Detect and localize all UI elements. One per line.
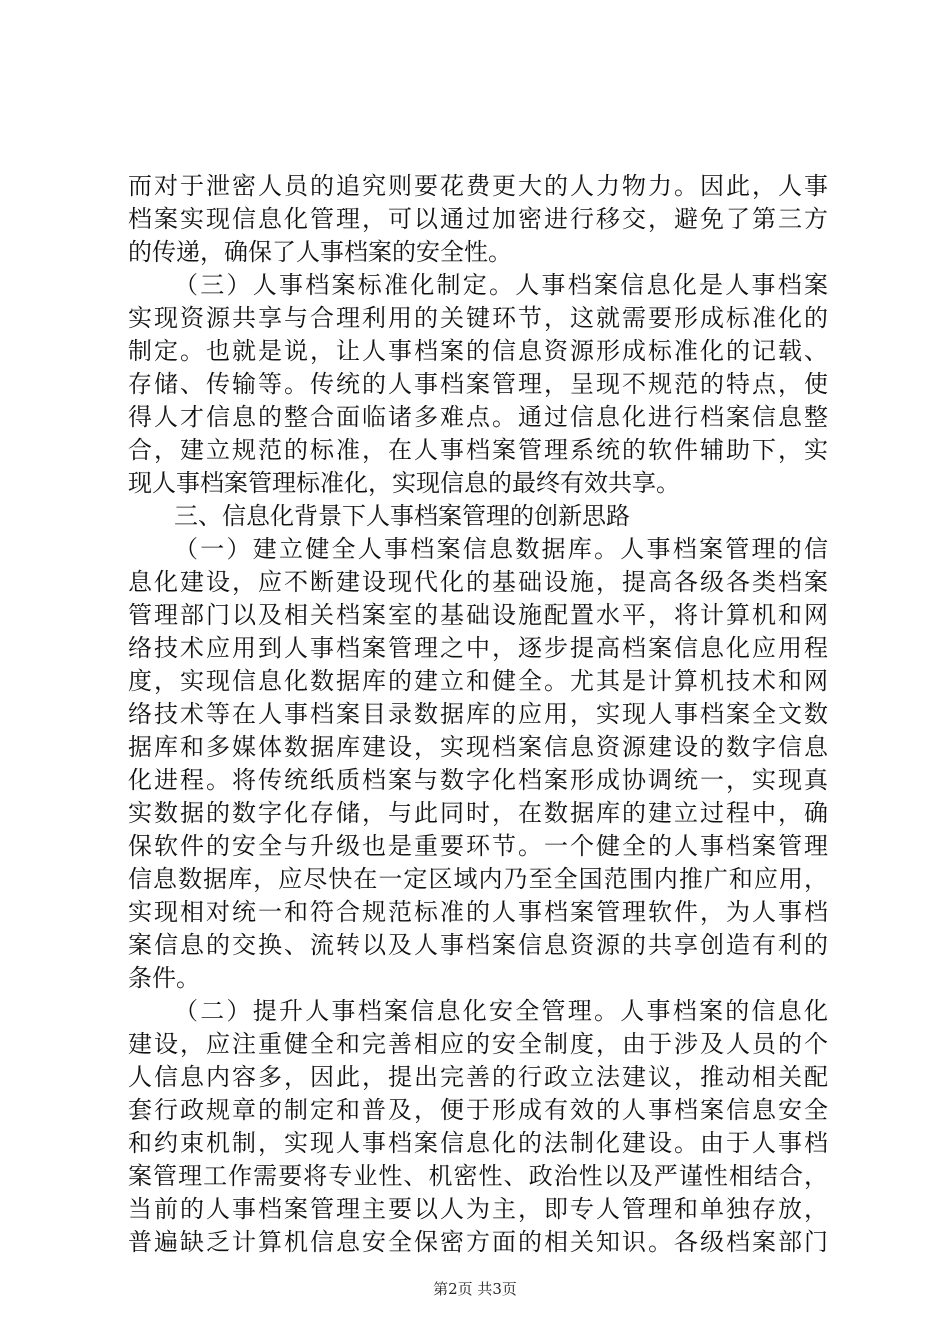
text-line: 案管理工作需要将专业性、机密性、政治性以及严谨性相结合， xyxy=(128,1162,828,1190)
text-line: 人信息内容多，因此，提出完善的行政立法建议，推动相关配 xyxy=(128,1063,828,1091)
text-line: 合，建立规范的标准，在人事档案管理系统的软件辅助下，实 xyxy=(128,436,828,464)
text-line: 实数据的数字化存储，与此同时，在数据库的建立过程中，确 xyxy=(128,799,828,827)
text-line: 保软件的安全与升级也是重要环节。一个健全的人事档案管理 xyxy=(128,832,828,860)
text-line: 现人事档案管理标准化，实现信息的最终有效共享。 xyxy=(128,469,680,497)
text-line: 得人才信息的整合面临诸多难点。通过信息化进行档案信息整 xyxy=(128,403,828,431)
text-line: （三）人事档案标准化制定。人事档案信息化是人事档案 xyxy=(174,271,828,299)
text-line: 管理部门以及相关档案室的基础设施配置水平，将计算机和网 xyxy=(128,601,828,629)
text-line: 案信息的交换、流转以及人事档案信息资源的共享创造有利的 xyxy=(128,931,828,959)
text-line: 络技术应用到人事档案管理之中，逐步提高档案信息化应用程 xyxy=(128,634,828,662)
text-line: 的传递，确保了人事档案的安全性。 xyxy=(128,238,512,266)
text-line: 制定。也就是说，让人事档案的信息资源形成标准化的记载、 xyxy=(128,337,828,365)
text-line: 三、信息化背景下人事档案管理的创新思路 xyxy=(174,502,630,530)
text-line: 和约束机制，实现人事档案信息化的法制化建设。由于人事档 xyxy=(128,1129,828,1157)
text-line: 度，实现信息化数据库的建立和健全。尤其是计算机技术和网 xyxy=(128,667,828,695)
text-line: 息化建设，应不断建设现代化的基础设施，提高各级各类档案 xyxy=(128,568,828,596)
text-line: 信息数据库，应尽快在一定区域内乃至全国范围内推广和应用， xyxy=(128,865,828,893)
text-line: 存储、传输等。传统的人事档案管理，呈现不规范的特点，使 xyxy=(128,370,828,398)
text-line: 化进程。将传统纸质档案与数字化档案形成协调统一，实现真 xyxy=(128,766,828,794)
text-line: （一）建立健全人事档案信息数据库。人事档案管理的信 xyxy=(174,535,828,563)
text-line: 实现相对统一和符合规范标准的人事档案管理软件，为人事档 xyxy=(128,898,828,926)
text-line: 条件。 xyxy=(128,964,200,992)
text-line: 普遍缺乏计算机信息安全保密方面的相关知识。各级档案部门 xyxy=(128,1228,828,1256)
text-line: 据库和多媒体数据库建设，实现档案信息资源建设的数字信息 xyxy=(128,733,828,761)
text-line: 当前的人事档案管理主要以人为主，即专人管理和单独存放， xyxy=(128,1195,828,1223)
text-line: 套行政规章的制定和普及，便于形成有效的人事档案信息安全 xyxy=(128,1096,828,1124)
text-line: 而对于泄密人员的追究则要花费更大的人力物力。因此，人事 xyxy=(128,172,828,200)
text-line: 络技术等在人事档案目录数据库的应用，实现人事档案全文数 xyxy=(128,700,828,728)
text-line: 实现资源共享与合理利用的关键环节，这就需要形成标准化的 xyxy=(128,304,828,332)
text-line: 档案实现信息化管理，可以通过加密进行移交，避免了第三方 xyxy=(128,205,828,233)
text-line: 建设，应注重健全和完善相应的安全制度，由于涉及人员的个 xyxy=(128,1030,828,1058)
text-line: （二）提升人事档案信息化安全管理。人事档案的信息化 xyxy=(174,997,828,1025)
page-footer: 第2页 共3页 xyxy=(433,1280,517,1298)
document-body xyxy=(128,170,828,1259)
